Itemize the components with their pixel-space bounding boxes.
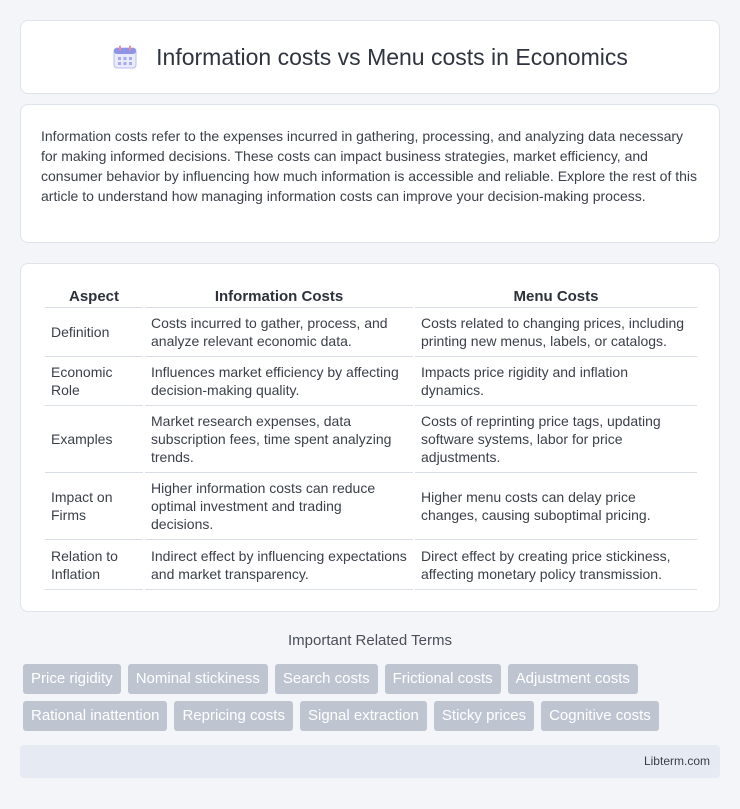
row-information-costs: Influences market efficiency by affecting decision-making quality. [145,357,413,406]
row-aspect: Impact on Firms [45,473,143,540]
table-header-row [45,284,697,308]
header-information-costs: Information Costs [145,284,413,308]
tag-search-costs[interactable]: Search costs [275,664,378,694]
row-menu-costs: Costs of reprinting price tags, updating software systems, labor for price adjustments. [415,406,697,473]
title-card [20,20,720,94]
tag-adjustment-costs[interactable]: Adjustment costs [508,664,638,694]
row-menu-costs: Impacts price rigidity and inflation dynamics. [415,357,697,406]
row-menu-costs: Higher menu costs can delay price changes, causing suboptimal pricing. [415,473,697,540]
row-information-costs: Higher information costs can reduce optimal investment and trading decisions. [145,473,413,540]
row-information-costs: Market research expenses, data subscription fees, time spent analyzing trends. [145,406,413,473]
row-aspect: Economic Role [45,357,143,406]
related-terms-heading: Important Related Terms [288,632,452,649]
row-aspect: Examples [45,406,143,473]
tag-price-rigidity[interactable]: Price rigidity [23,664,121,694]
header-aspect: Aspect [45,284,143,308]
row-menu-costs: Costs related to changing prices, including printing new menus, labels, or catalogs. [415,308,697,357]
footer-site-link[interactable]: Libterm.com [643,754,710,768]
table-row [45,540,697,590]
table-row [45,357,697,406]
row-aspect: Relation to Inflation [45,540,143,590]
tag-cognitive-costs[interactable]: Cognitive costs [541,701,659,731]
footer [20,745,720,778]
comparison-card [20,263,720,612]
intro-text: Information costs refer to the expenses incurred in gathering, processing, and analyzing data necessary for making informed decisions. These costs can impact business strategies, market efficiency, and consumer behavior by influencing how much information is accessible and reliable. Explore the rest of this article to understand how managing information costs can improve your decision-making process. [41,128,698,204]
tag-rational-inattention[interactable]: Rational inattention [23,701,167,731]
tag-nominal-stickiness[interactable]: Nominal stickiness [128,664,268,694]
table-row [45,308,697,357]
page-title: Information costs vs Menu costs in Economics [156,43,628,70]
tag-frictional-costs[interactable]: Frictional costs [385,664,501,694]
tag-signal-extraction[interactable]: Signal extraction [300,701,427,731]
header-menu-costs: Menu Costs [415,284,697,308]
row-aspect: Definition [45,308,143,357]
related-terms-list [23,664,713,731]
intro-card [20,104,720,243]
table-row [45,473,697,540]
row-menu-costs: Direct effect by creating price stickiness, affecting monetary policy transmission. [415,540,697,590]
calendar-icon [112,44,138,70]
comparison-table [43,284,699,590]
table-row [45,406,697,473]
tag-repricing-costs[interactable]: Repricing costs [174,701,293,731]
row-information-costs: Indirect effect by influencing expectations and market transparency. [145,540,413,590]
tag-sticky-prices[interactable]: Sticky prices [434,701,534,731]
row-information-costs: Costs incurred to gather, process, and analyze relevant economic data. [145,308,413,357]
